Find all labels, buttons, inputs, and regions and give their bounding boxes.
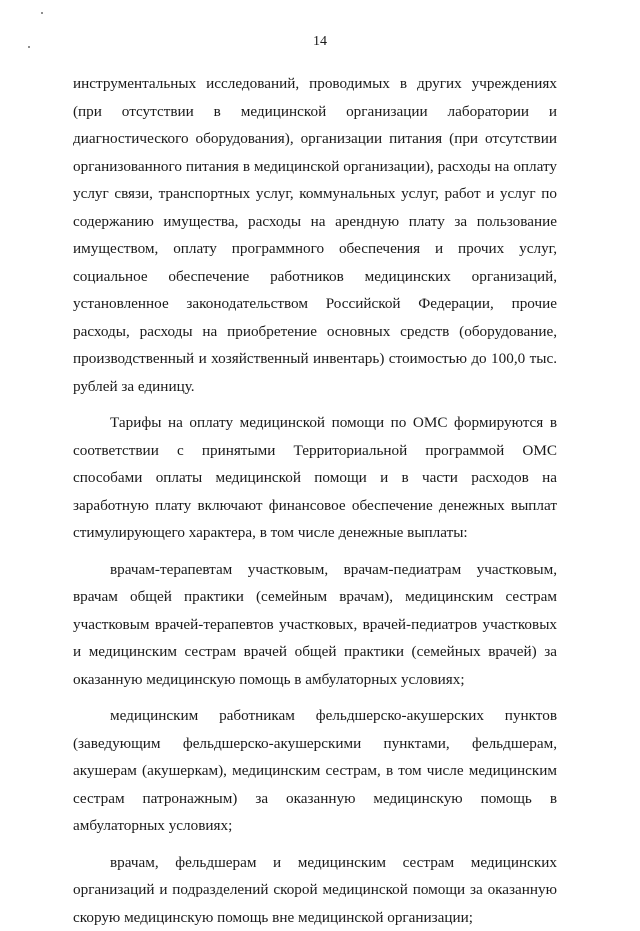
paragraph-feldsher-stations: медицинским работникам фельдшерско-акушерских пунктов (заведующим фельдшерско-акушерскими пунктами, фельдшерам, акушерам (акушеркам), медицинским сестрам, в том числе медицинским сестрам патронажным) за оказанную медицинскую помощь в амбулаторных условиях; [73, 702, 557, 840]
document-body [73, 70, 557, 931]
page-number: 14 [0, 33, 640, 51]
paragraph-ambulance: врачам, фельдшерам и медицинским сестрам медицинских организаций и подразделений скорой медицинской помощи за оказанную скорую медицинскую помощь вне медицинской организации; [73, 849, 557, 931]
paragraph-continuation: инструментальных исследований, проводимых в других учреждениях (при отсутствии в медицинской организации лаборатории и диагностического оборудования), организации питания (при отсутствии организованного питания в медицинской организации), расходы на оплату услуг связи, транспортных услуг, коммунальных услуг, работ и услуг по содержанию имущества, расходы на арендную плату за пользование имуществом, оплату программного обеспечения и прочих услуг, социальное обеспечение работников медицинских организаций, установленное законодательством Российской Федерации, прочие расходы, расходы на приобретение основных средств (оборудование, производственный и хозяйственный инвентарь) стоимостью до 100,0 тыс. рублей за единицу. [73, 70, 557, 400]
paragraph-tariffs: Тарифы на оплату медицинской помощи по ОМС формируются в соответствии с принятыми Территориальной программой ОМС способами оплаты медицинской помощи и в части расходов на заработную плату включают финансовое обеспечение денежных выплат стимулирующего характера, в том числе денежные выплаты: [73, 409, 557, 547]
scan-speck [41, 12, 43, 14]
paragraph-district-doctors: врачам-терапевтам участковым, врачам-педиатрам участковым, врачам общей практики (семейным врачам), медицинским сестрам участковым врачей-терапевтов участковых, врачей-педиатров участковых и медицинским сестрам врачей общей практики (семейных врачей) за оказанную медицинскую помощь в амбулаторных условиях; [73, 556, 557, 694]
